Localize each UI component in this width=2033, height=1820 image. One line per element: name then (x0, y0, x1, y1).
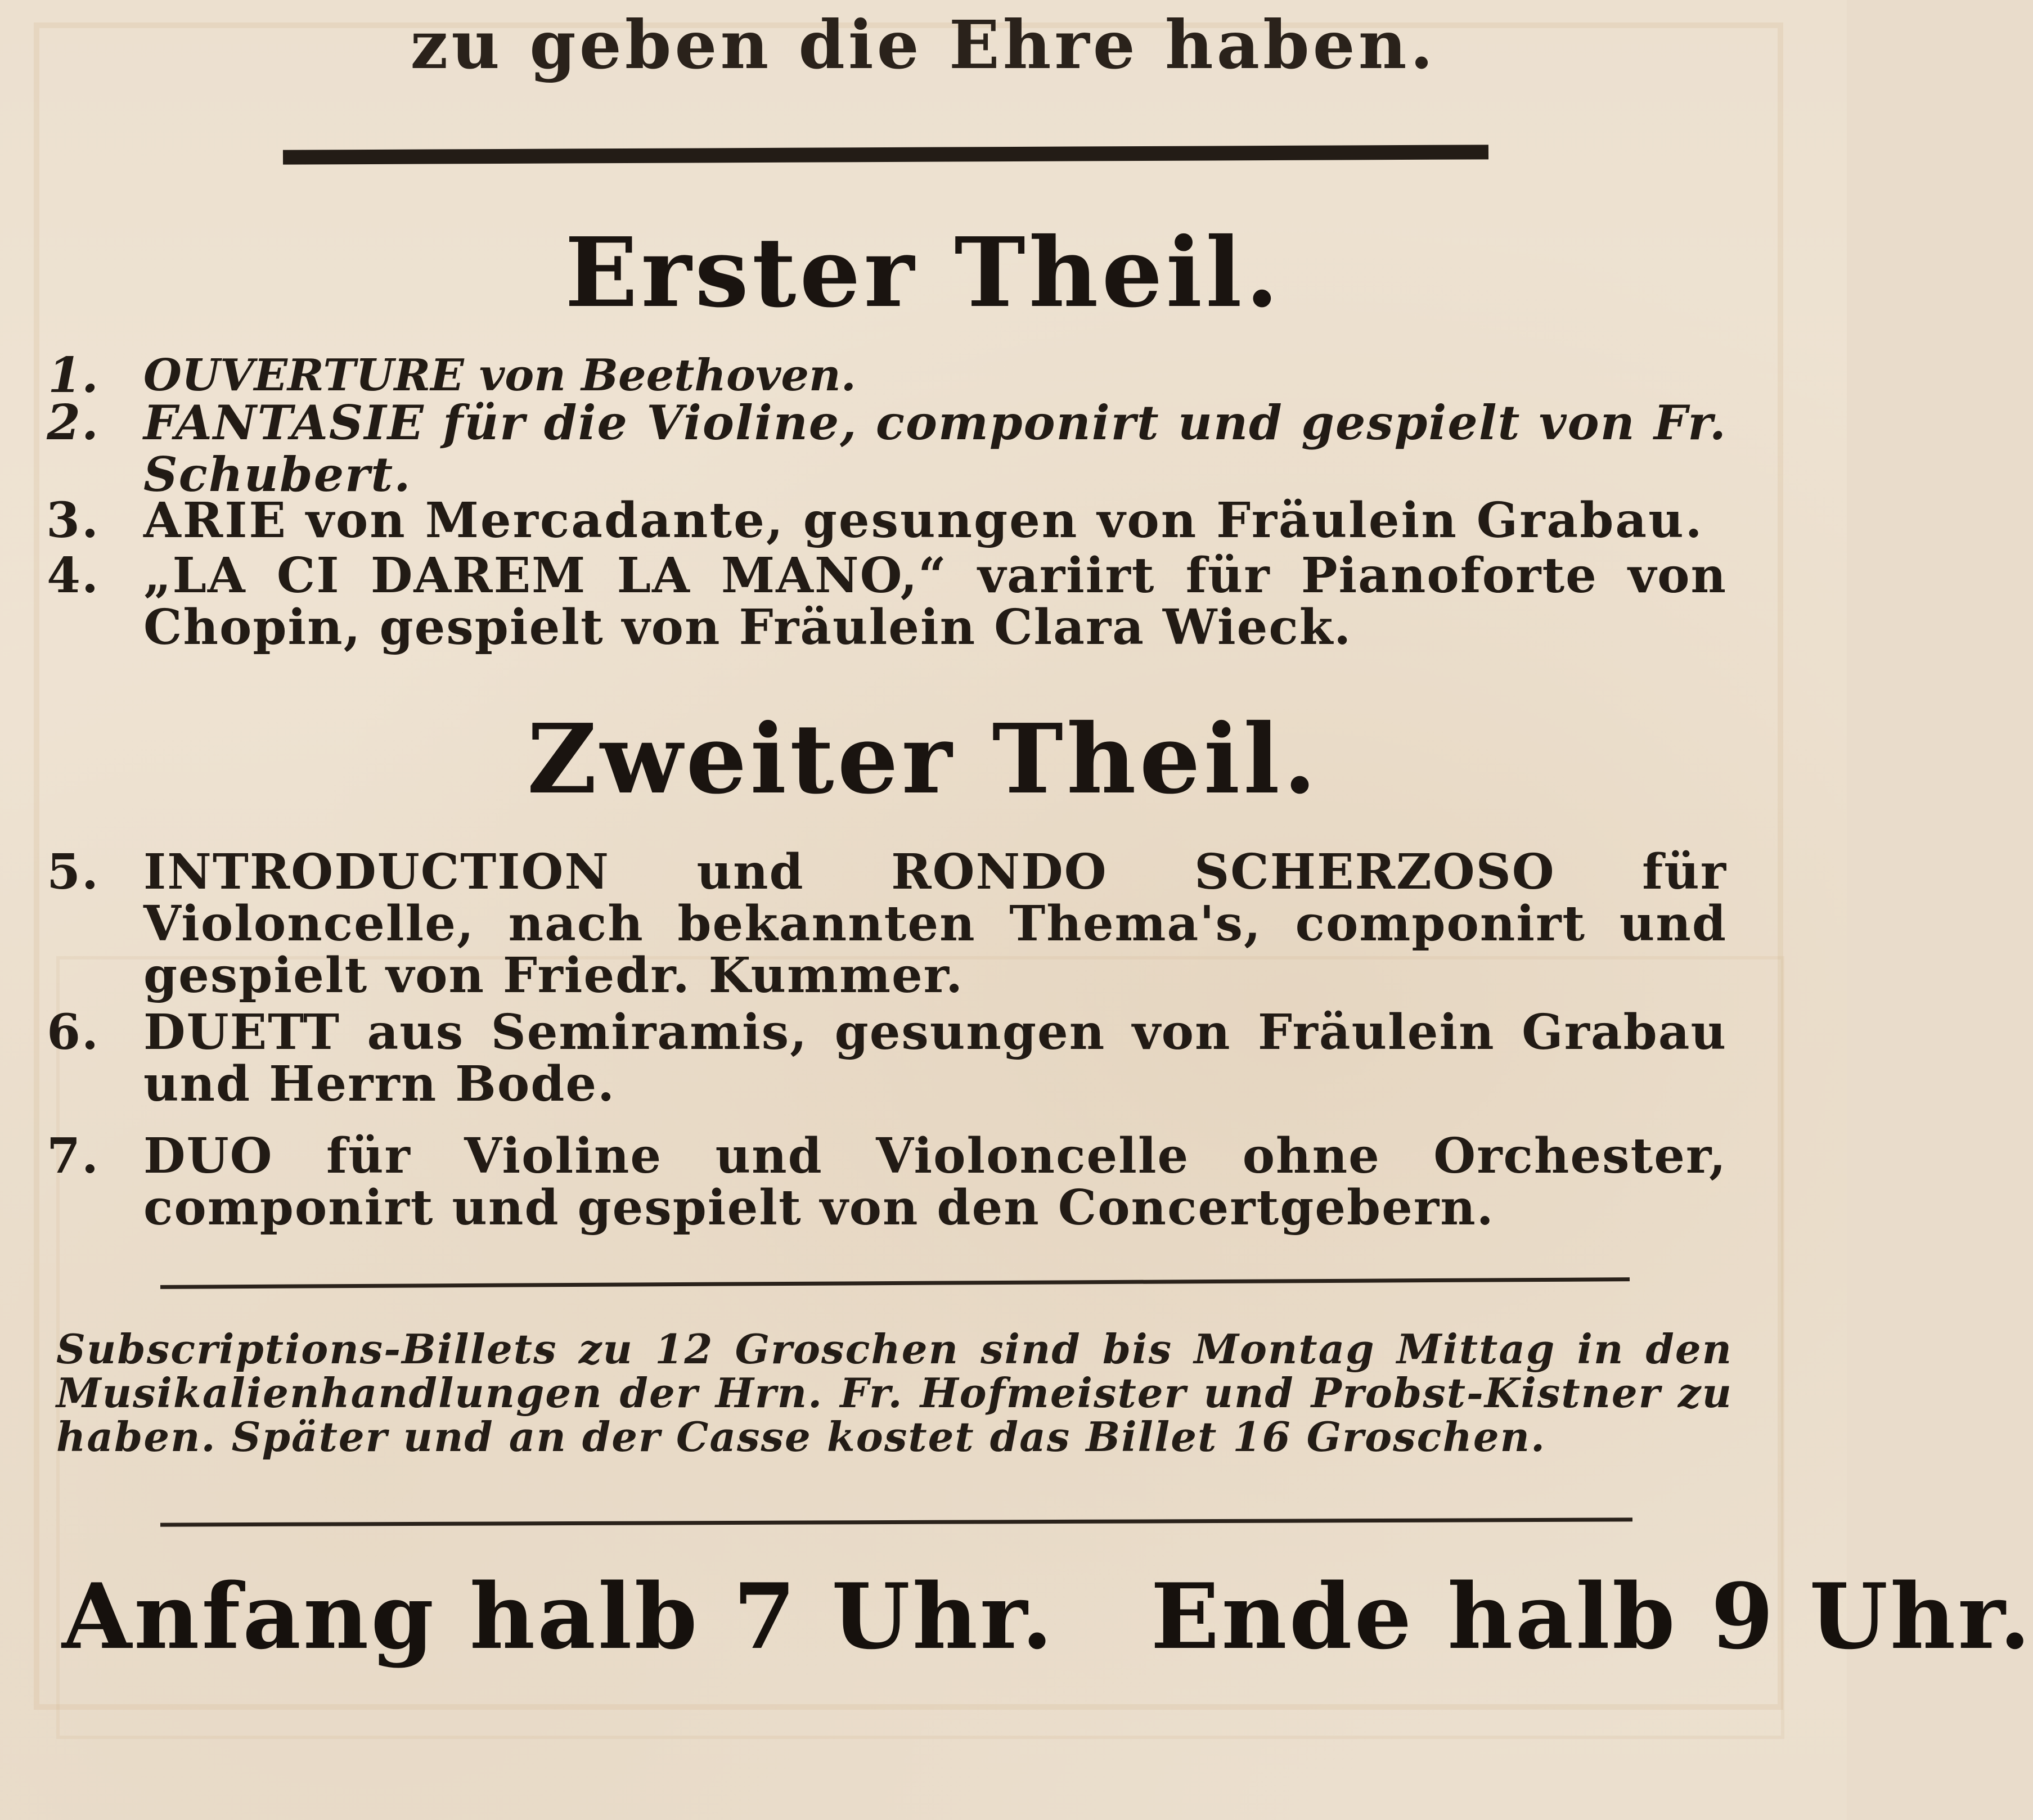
concert-times (62, 1564, 2033, 1669)
item-number: 2. (47, 394, 100, 451)
item-number: 3. (46, 492, 100, 549)
part-one-title: Erster Theil. (565, 217, 1282, 329)
item-text: DUETT aus Semiramis, gesungen von Fräulein Grabau und Herrn Bode. (143, 1004, 1727, 1112)
item-number: 6. (47, 1004, 100, 1061)
item-text: FANTASIE für die Violine, componirt und gespielt von Fr. Schubert. (143, 395, 1727, 502)
program-item (39, 1004, 1733, 1112)
program-item (39, 846, 1733, 1002)
item-number: 1. (48, 347, 98, 404)
ticket-notice: Subscriptions-Billets zu 12 Groschen sind bis Montag Mittag in den Musikalienhandlungen der Hrn. Fr. Hofmeister und Probst-Kistner zu haben. Später und an der Casse kostet das Billet 16 Groschen. (56, 1325, 1733, 1461)
item-text: DUO für Violine und Violoncelle ohne Orchester, componirt und gespielt von den Concertgebern. (143, 1128, 1727, 1236)
opening-line: zu geben die Ehre haben. (410, 6, 1437, 84)
item-number: 5. (47, 844, 100, 900)
program-item (39, 347, 1733, 404)
program-item (39, 492, 1733, 549)
program-item (39, 547, 1733, 656)
item-number: 7. (47, 1128, 100, 1184)
program-item (39, 1130, 1733, 1234)
part-two-title: Zweiter Theil. (527, 703, 1320, 816)
item-text: OUVERTURE von Beethoven. (143, 350, 856, 401)
end-time: Ende halb 9 Uhr. (1150, 1564, 2033, 1669)
item-text: ARIE von Mercadante, gesungen von Fräulein Grabau. (143, 492, 1704, 549)
item-text: INTRODUCTION und RONDO SCHERZOSO für Violoncelle, nach bekannten Thema's, componirt und gespielt von Friedr. Kummer. (143, 844, 1727, 1004)
item-number: 4. (47, 547, 100, 604)
program-item (39, 394, 1733, 502)
start-time: Anfang halb 7 Uhr. (62, 1564, 1055, 1669)
item-text: „LA CI DAREM LA MANO,“ variirt für Pianoforte von Chopin, gespielt von Fräulein Clara Wieck. (143, 547, 1727, 656)
